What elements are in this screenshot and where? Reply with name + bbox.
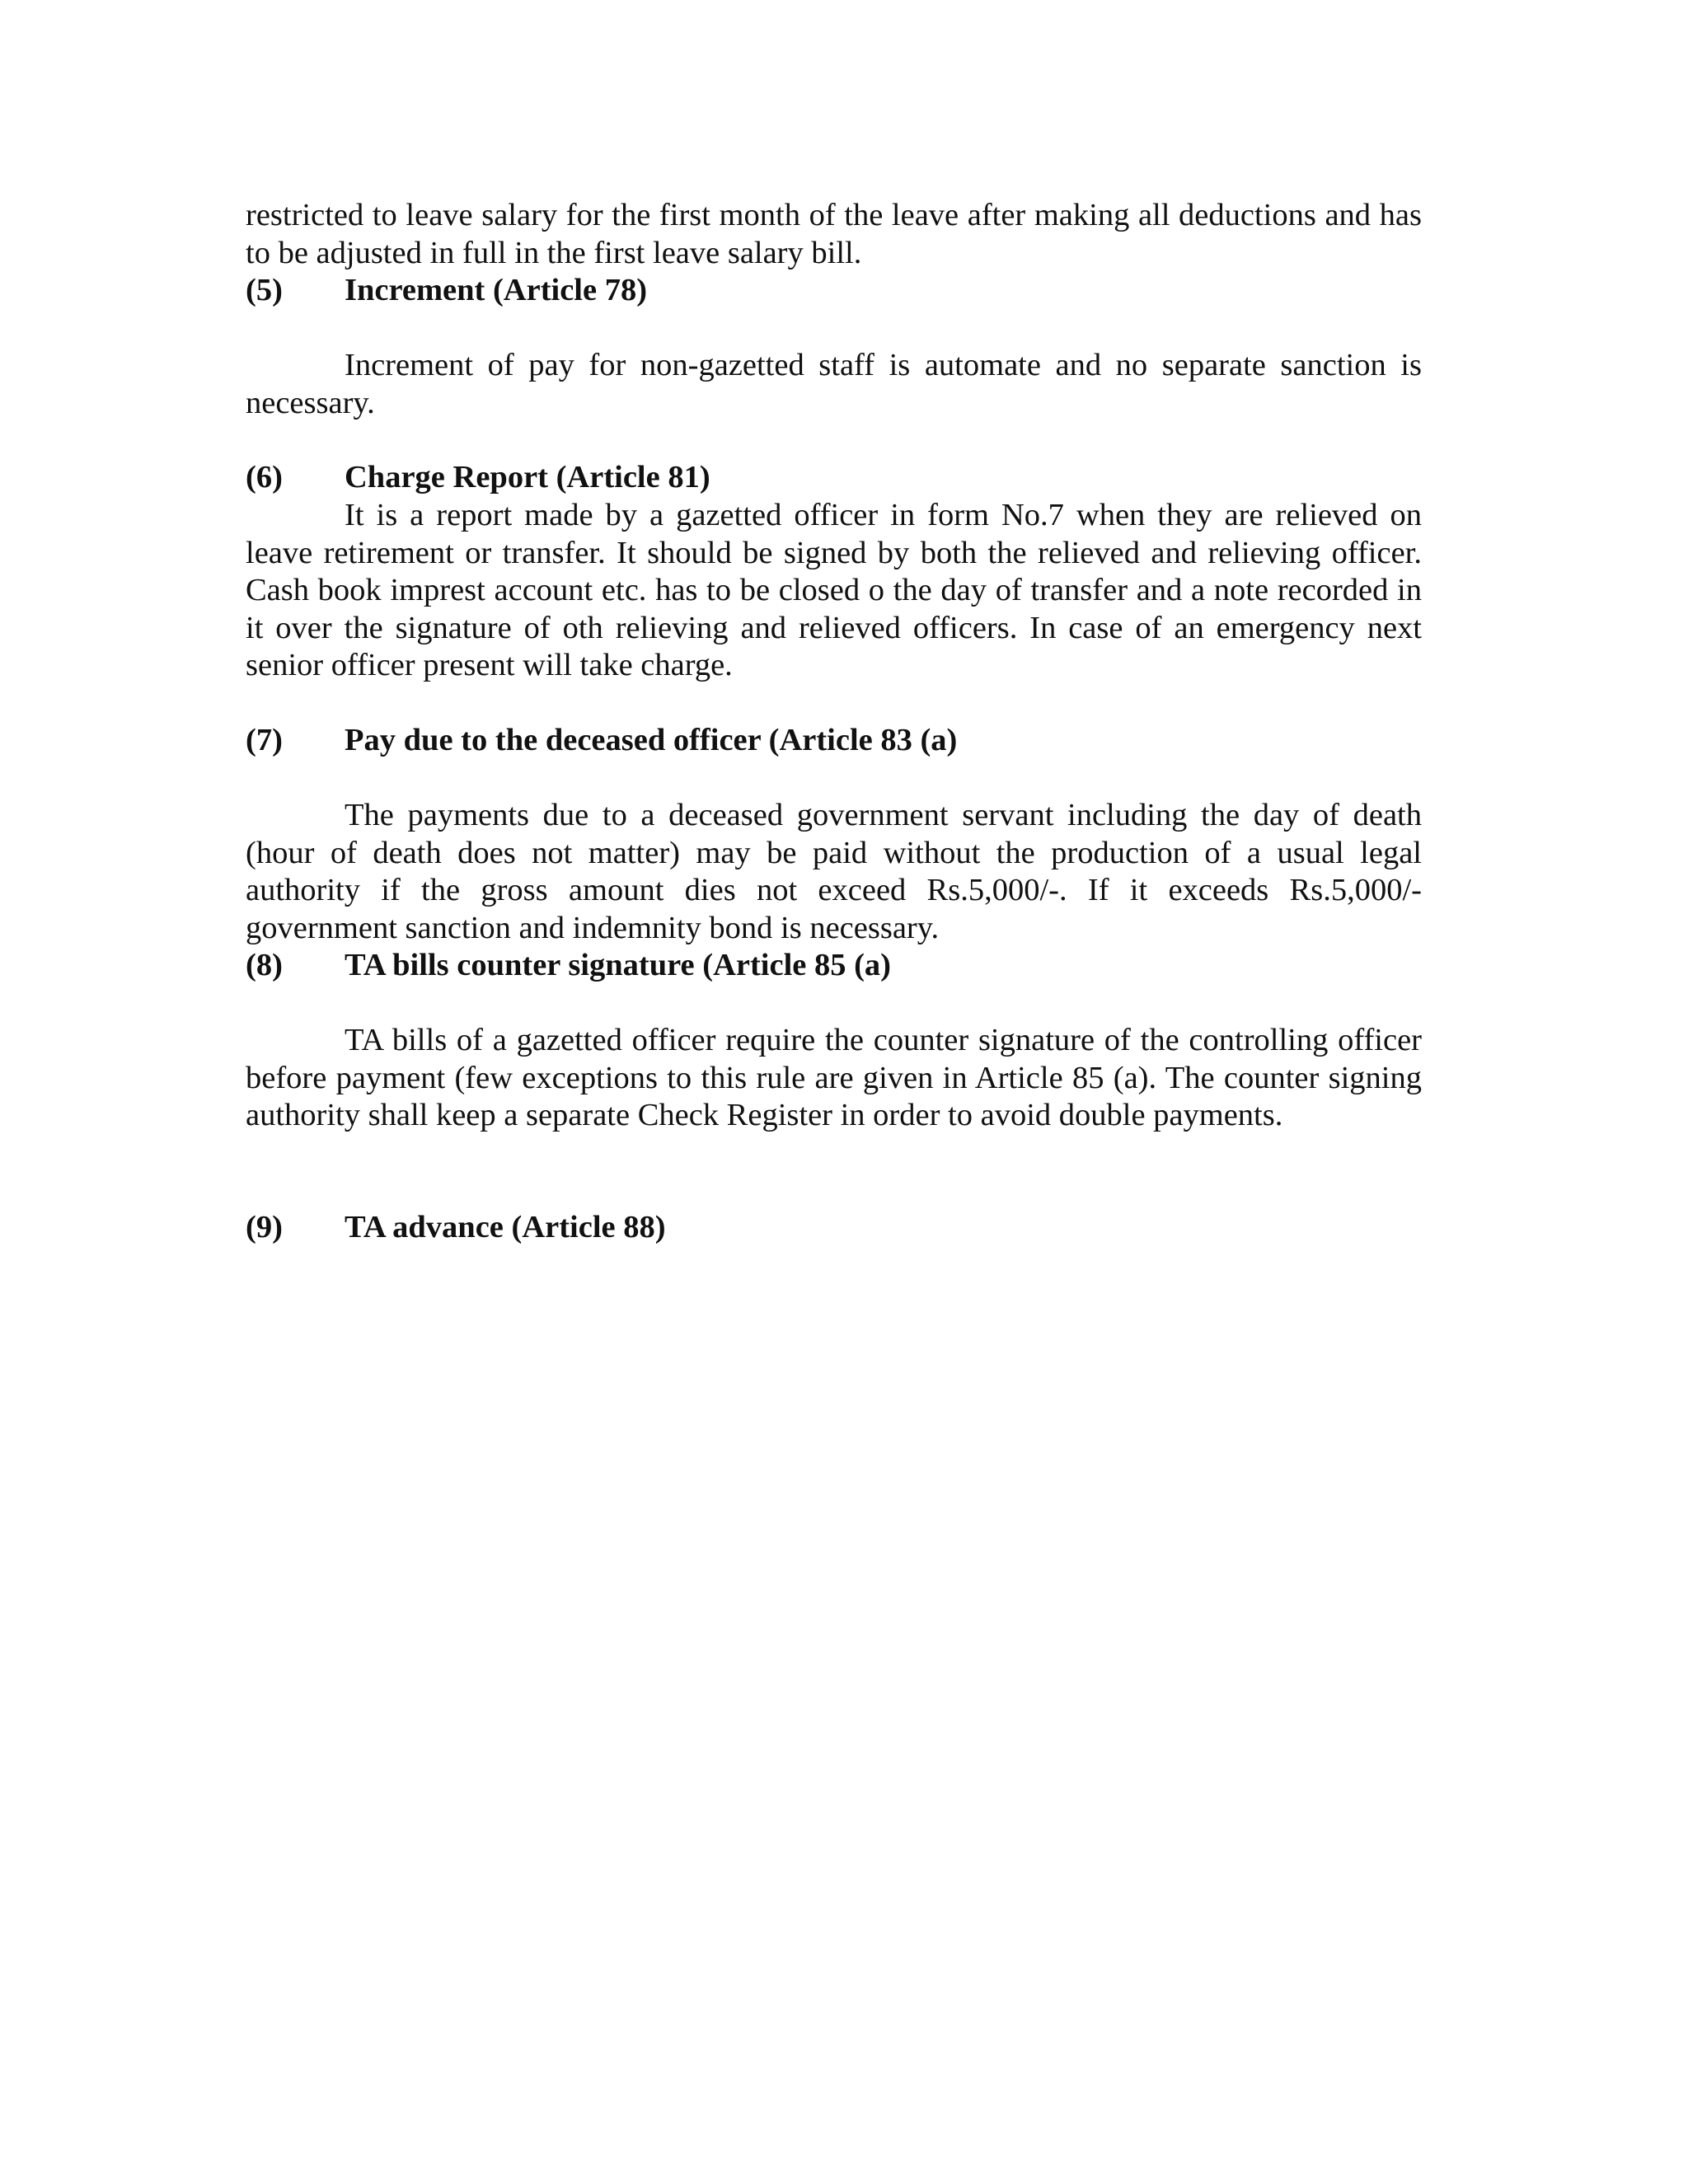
section-7-body: The payments due to a deceased government servant including the day of death (hour of death does not matter) may be paid without the production of a usual legal authority if the gross amount dies not exceed Rs.5,000/-. If it exceeds Rs.5,000/- government sanction and indemnity bond is necessary. <box>246 798 1422 945</box>
intro-paragraph: restricted to leave salary for the first month of the leave after making all deductions and has to be adjusted in full in the first leave salary bill. <box>246 198 1422 270</box>
section-6-body: It is a report made by a gazetted officer in form No.7 when they are relieved on leave retirement or transfer. It should be signed by both the relieved and relieving officer. Cash book imprest account etc. has to be closed o the day of transfer and a note recorded in it over the signature of oth relieving and relieved officers. In case of an emergency next senior officer present will take charge. <box>246 498 1422 682</box>
section-6-title: Charge Report (Article 81) <box>345 460 710 494</box>
section-7-title: Pay due to the deceased officer (Article 83 (a) <box>345 723 958 757</box>
section-5-number: (5) <box>246 273 283 307</box>
section-5-heading <box>246 272 1422 310</box>
section-6-number: (6) <box>246 460 283 494</box>
section-8-title: TA bills counter signature (Article 85 (a) <box>345 948 891 982</box>
section-9-title: TA advance (Article 88) <box>345 1210 666 1244</box>
section-8-number: (8) <box>246 948 283 982</box>
section-8-heading <box>246 947 1422 985</box>
section-9-heading <box>246 1209 1422 1247</box>
section-7-heading <box>246 722 1422 760</box>
section-6-heading <box>246 459 1422 497</box>
section-7-number: (7) <box>246 723 283 757</box>
section-8-body: TA bills of a gazetted officer require the counter signature of the controlling officer before payment (few exceptions to this rule are given in Article 85 (a). The counter signing authority shall keep a separate Check Register in order to avoid double payments. <box>246 1023 1422 1132</box>
section-5-body: Increment of pay for non-gazetted staff is automate and no separate sanction is necessary. <box>246 348 1422 420</box>
section-9-number: (9) <box>246 1210 283 1244</box>
section-5-title: Increment (Article 78) <box>345 273 648 307</box>
